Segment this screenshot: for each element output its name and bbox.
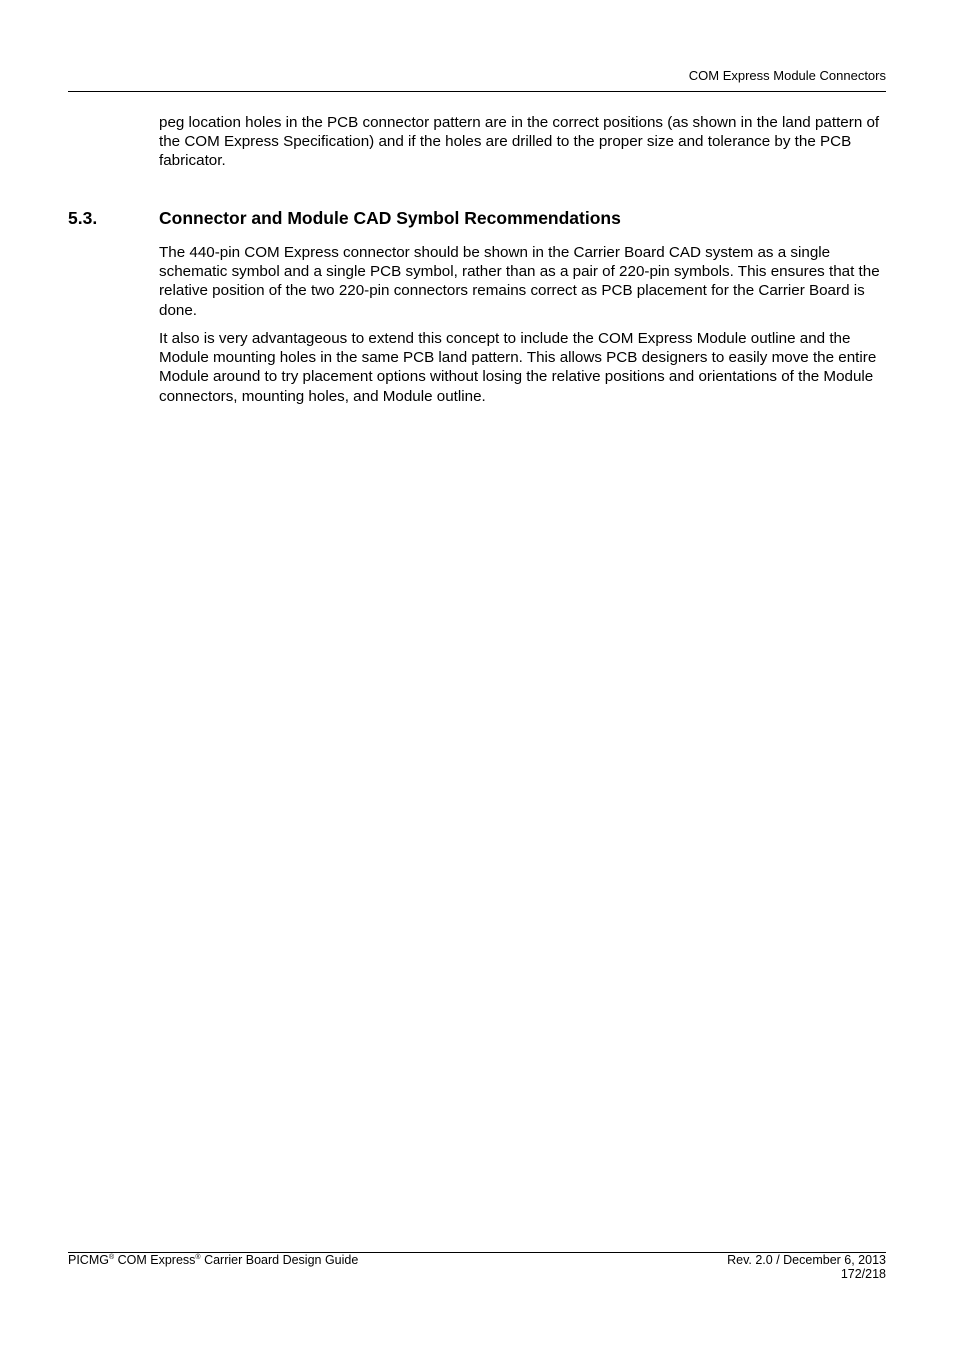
footer-page-number: 172/218 — [840, 1267, 886, 1281]
continued-paragraph: peg location holes in the PCB connector pattern are in the correct positions (as shown in the land pattern of the COM Express Specification) and if the holes are drilled to the proper size and tolerance by the PCB fabricator. — [159, 114, 880, 170]
registered-mark: ® — [195, 1254, 201, 1261]
header-divider — [68, 91, 886, 92]
footer-revision-block — [727, 1253, 886, 1281]
running-header: COM Express Module Connectors — [688, 68, 886, 83]
section-title: Connector and Module CAD Symbol Recommendations — [159, 208, 621, 228]
footer-document-name: PICMG® COM Express® Carrier Board Design Guide — [68, 1253, 359, 1267]
section-heading — [68, 207, 888, 229]
section-number: 5.3. — [68, 208, 98, 228]
section-paragraph-1: The 440-pin COM Express connector should be shown in the Carrier Board CAD system as a single schematic symbol and a single PCB symbol, rather than as a pair of 220-pin symbols. This ensures that the relative position of the two 220-pin connectors remains correct as PCB placement for the Carrier Board is done. — [159, 244, 880, 319]
registered-mark: ® — [108, 1254, 115, 1261]
section-paragraph-2: It also is very advantageous to extend this concept to include the COM Express Module outline and the Module mounting holes in the same PCB land pattern. This allows PCB designers to easily move the entire Module around to try placement options without losing the relative positions and orientations of the Module connectors, mounting holes, and Module outline. — [159, 330, 877, 405]
footer-revision: Rev. 2.0 / December 6, 2013 — [727, 1253, 886, 1267]
